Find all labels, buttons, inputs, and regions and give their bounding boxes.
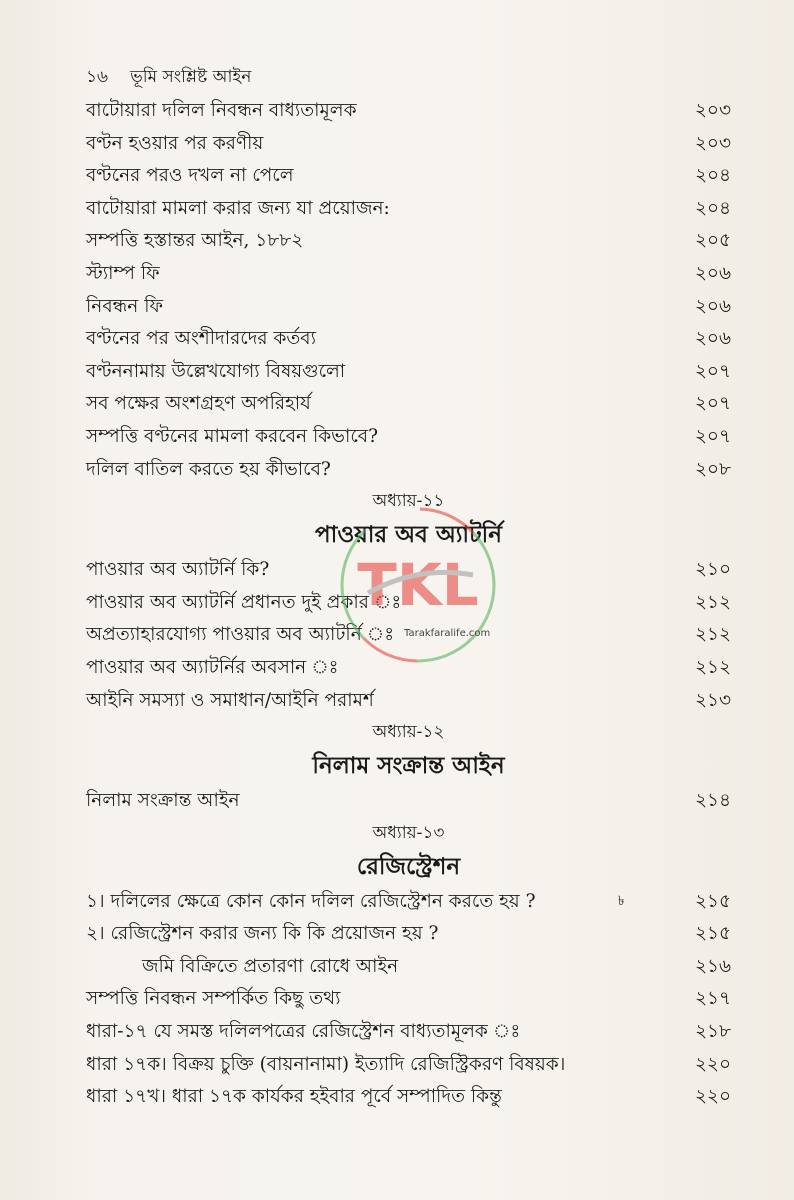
toc-entry-title: সম্পত্তি বণ্টনের মামলা করবেন কিভাবে? [86, 425, 378, 447]
toc-entry-page: ২১২ [694, 591, 731, 613]
toc-entry [86, 455, 731, 488]
toc-entry-page: ২০৩ [694, 132, 731, 154]
toc-entry [86, 887, 731, 920]
toc-entry [86, 259, 731, 292]
toc-entry-title: পাওয়ার অব অ্যাটর্নি কি? [86, 559, 270, 581]
toc-entry-title: দলিল বাতিল করতে হয় কীভাবে? [86, 458, 331, 480]
page-number: ১৬ [86, 67, 109, 87]
toc-entry-title: পাওয়ার অব অ্যাটর্নির অবসান ঃ [86, 656, 339, 678]
toc-entry-title: বাটোয়ারা মামলা করার জন্য যা প্রয়োজন: [86, 197, 390, 219]
toc-entry [86, 389, 731, 422]
toc-entry-title: স্ট্যাম্প ফি [86, 262, 160, 284]
toc-entry-page: ২০৬ [694, 328, 731, 350]
running-header [86, 64, 251, 92]
chapter-title: পাওয়ার অব অ্যাটর্নি [315, 521, 502, 549]
toc-entry-page: ২১৫ [694, 923, 731, 945]
toc-entry-page: ২০৩ [694, 100, 731, 121]
toc-entry-title: ১। দলিলের ক্ষেত্রে কোন কোন দলিল রেজিস্ট্রেশন করতে হয় ? [86, 890, 536, 912]
toc-entry-page: ২০৬ [694, 262, 731, 284]
toc-entry-title: বাটোয়ারা দলিল নিবন্ধন বাধ্যতামূলক [86, 100, 357, 121]
toc-entry-page: ২১৮ [694, 1021, 731, 1043]
toc-entry-title: বণ্টননামায় উল্লেখযোগ্য বিষয়গুলো [86, 360, 346, 382]
chapter-title: নিলাম সংক্রান্ত আইন [312, 752, 505, 780]
toc-entry [86, 984, 731, 1017]
toc-entry [86, 1082, 731, 1115]
toc-entry-page: ২০৭ [694, 425, 731, 447]
toc-entry-page: ২০৭ [694, 360, 731, 382]
toc-entry-page: ২১৬ [694, 955, 731, 977]
watermark-logo-text: TKL [357, 551, 479, 619]
toc-entry-page: ২০৪ [694, 197, 731, 219]
toc-entry-title: পাওয়ার অব অ্যাটর্নি প্রধানত দুই প্রকার ঃ [86, 591, 402, 613]
toc-entry [86, 422, 731, 455]
toc-entry [86, 1050, 731, 1083]
toc-entry-page: ২০৪ [694, 165, 731, 187]
toc-entry [86, 324, 731, 357]
toc-entry [86, 786, 731, 819]
toc-entry-title: নিলাম সংক্রান্ত আইন [86, 790, 240, 812]
toc-entry-page: ২১০ [694, 559, 731, 581]
toc-entry-page: ২১২ [694, 656, 731, 678]
watermark-logo [338, 505, 498, 665]
chapter-label: অধ্যায়-১২ [372, 722, 445, 743]
toc-entry [86, 952, 731, 985]
toc-entry-page: ২১৫ [694, 890, 731, 912]
toc-entry [86, 129, 731, 162]
chapter-label: অধ্যায়-১৩ [372, 822, 445, 843]
toc-entry-title: বণ্টনের পরও দখল না পেলে [86, 165, 294, 187]
watermark-site: Tarakfaralife.com [404, 628, 491, 639]
toc-entry-page: ২২০ [694, 1053, 731, 1075]
toc-entry-page: ২০৫ [694, 230, 731, 252]
toc-entry [86, 686, 731, 719]
toc-entry-page: ২১৪ [694, 790, 731, 812]
toc-entry-title: ধারা ১৭খ। ধারা ১৭ক কার্যকর হইবার পূর্বে সম্পাদিত কিন্তু [86, 1086, 502, 1108]
toc-entry-title: বণ্টনের পর অংশীদারদের কর্তব্য [86, 328, 316, 350]
pen-mark: ৳ [618, 894, 625, 909]
toc-entry [86, 919, 731, 952]
book-title: ভূমি সংশ্লিষ্ট আইন [130, 67, 252, 87]
toc-entry-title: সম্পত্তি নিবন্ধন সম্পর্কিত কিছু তথ্য [86, 988, 341, 1010]
toc-entry-page: ২০৮ [694, 458, 731, 480]
toc-entry [86, 96, 731, 129]
toc-entry-title: ধারা-১৭ যে সমস্ত দলিলপত্রের রেজিস্ট্রেশন বাধ্যতামূলক ঃ [86, 1021, 521, 1043]
toc-entry-page: ২০৬ [694, 295, 731, 317]
chapter-label: অধ্যায়-১১ [372, 491, 445, 512]
toc-entry [86, 161, 731, 194]
toc-entry [86, 226, 731, 259]
toc-entry-title: ২। রেজিস্ট্রেশন করার জন্য কি কি প্রয়োজন হয় ? [86, 923, 439, 945]
toc-entry-title: বণ্টন হওয়ার পর করণীয় [86, 132, 264, 154]
toc-entry-title: নিবন্ধন ফি [86, 295, 164, 317]
toc-entry-page: ২১৭ [694, 988, 731, 1010]
chapter-title: রেজিস্ট্রেশন [356, 852, 461, 880]
toc-entry-title: আইনি সমস্যা ও সমাধান/আইনি পরামর্শ [86, 689, 374, 711]
toc-entry-page: ২০৭ [694, 393, 731, 415]
toc-entry-title: সব পক্ষের অংশগ্রহণ অপরিহার্য [86, 393, 311, 415]
toc-entry-title: সম্পত্তি হস্তান্তর আইন, ১৮৮২ [86, 230, 304, 252]
toc-entry [86, 357, 731, 390]
toc-entry [86, 1017, 731, 1050]
toc-entry-page: ২২০ [694, 1086, 731, 1108]
toc-entry [86, 292, 731, 325]
toc-entry-page: ২১৩ [694, 689, 731, 711]
toc-entry-title: অপ্রত্যাহারযোগ্য পাওয়ার অব অ্যাটর্নি ঃ [86, 624, 395, 646]
toc-entry-title: জমি বিক্রিতে প্রতারণা রোধে আইন [142, 955, 399, 977]
toc-entry [86, 194, 731, 227]
toc-entry-title: ধারা ১৭ক। বিক্রয় চুক্তি (বায়নানামা) ইত্যাদি রেজিস্ট্রিকরণ বিষয়ক। [86, 1053, 566, 1075]
toc-entry-page: ২১২ [694, 624, 731, 646]
